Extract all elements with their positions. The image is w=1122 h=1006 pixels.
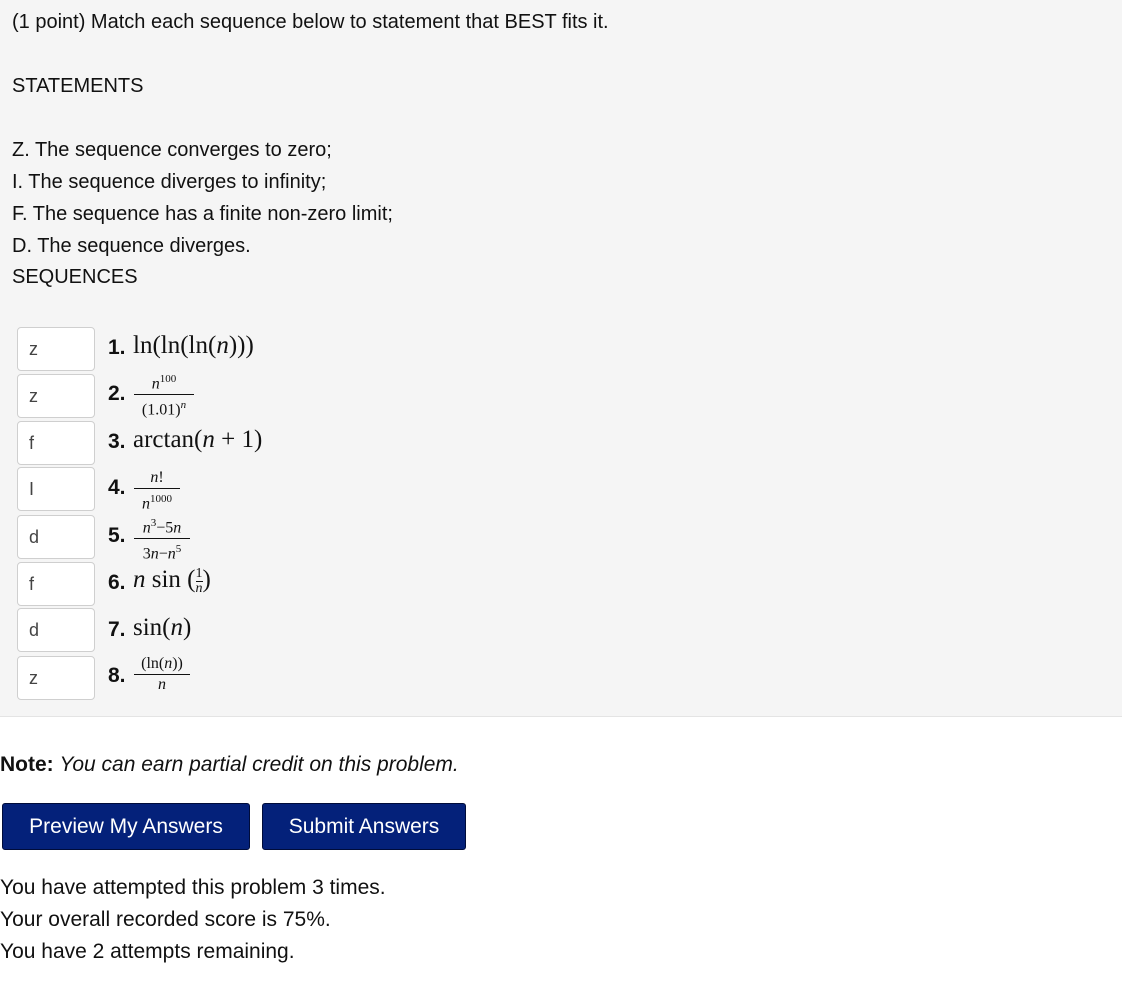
sequence-3-formula: arctan(n + 1) <box>133 426 263 453</box>
sequence-number-7: 7. <box>108 618 126 641</box>
sequence-7-formula: sin(n) <box>133 614 192 641</box>
score-text: Your overall recorded score is 75%. <box>0 908 331 931</box>
partial-credit-note <box>0 753 459 777</box>
answer-input-4[interactable]: I <box>17 467 95 511</box>
sequence-number-1: 1. <box>108 336 126 359</box>
sequence-number-6: 6. <box>108 571 126 594</box>
submit-answers-button[interactable]: Submit Answers <box>262 803 466 850</box>
sequence-number-2: 2. <box>108 382 126 405</box>
note-label: Note: <box>0 753 54 776</box>
problem-title: (1 point) Match each sequence below to statement that BEST fits it. <box>12 11 609 33</box>
answer-input-2[interactable]: z <box>17 374 95 418</box>
statements-heading: STATEMENTS <box>12 75 144 97</box>
statement-i: I. The sequence diverges to infinity; <box>12 171 327 193</box>
note-text: You can earn partial credit on this problem. <box>59 753 459 776</box>
statement-f: F. The sequence has a finite non-zero limit; <box>12 203 393 225</box>
sequence-number-3: 3. <box>108 430 126 453</box>
preview-answers-button[interactable]: Preview My Answers <box>2 803 250 850</box>
sequence-4-formula: n! $n^{1000}$ <box>134 469 180 513</box>
answer-input-6[interactable]: f <box>17 562 95 606</box>
answer-input-8[interactable]: z <box>17 656 95 700</box>
sequence-5-formula: $n^3-5n$ $3n-n^5$ <box>134 514 190 564</box>
answer-input-3[interactable]: f <box>17 421 95 465</box>
statement-d: D. The sequence diverges. <box>12 235 251 257</box>
sequence-2-formula: $n^{100}$ $(1.01)^n$ <box>134 370 194 420</box>
remaining-attempts-text: You have 2 attempts remaining. <box>0 940 295 963</box>
answer-input-1[interactable]: z <box>17 327 95 371</box>
sequence-number-4: 4. <box>108 476 126 499</box>
sequence-6-formula: n sin ( $\frac{1}{n}$ ) <box>133 565 211 596</box>
sequence-1-formula: ln(ln(ln(n))) <box>133 332 254 359</box>
statement-z: Z. The sequence converges to zero; <box>12 139 332 161</box>
answer-input-5[interactable]: d <box>17 515 95 559</box>
attempts-text: You have attempted this problem 3 times. <box>0 876 386 899</box>
sequence-number-8: 8. <box>108 664 126 687</box>
sequences-heading: SEQUENCES <box>12 266 138 288</box>
answer-input-7[interactable]: d <box>17 608 95 652</box>
sequence-number-5: 5. <box>108 524 126 547</box>
sequence-8-formula: (ln(n)) n <box>134 655 190 694</box>
